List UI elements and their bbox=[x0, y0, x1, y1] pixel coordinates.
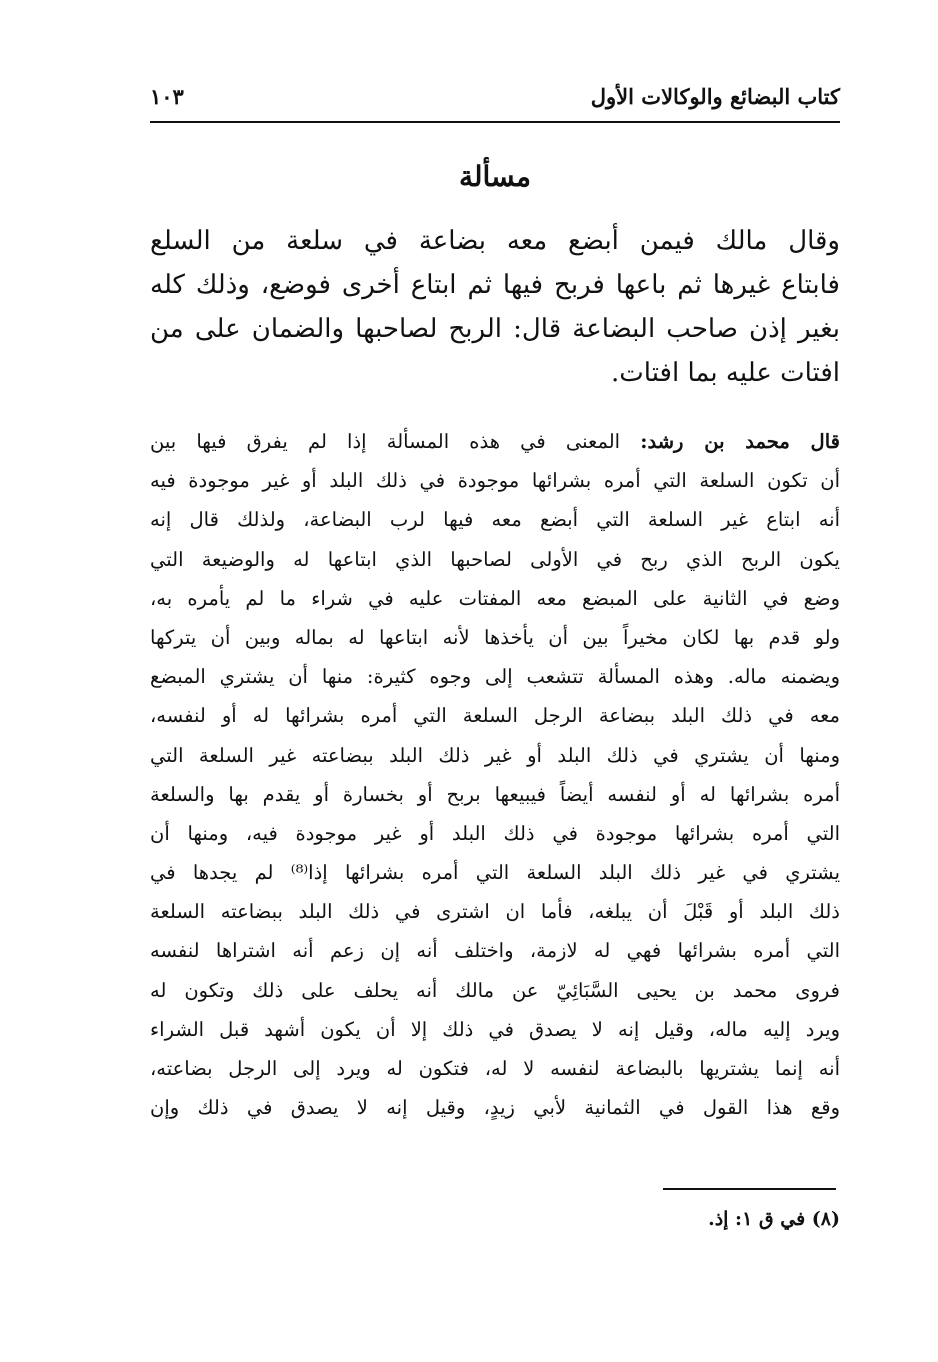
text-line bbox=[150, 422, 840, 461]
text-line: أن تكون السلعة التي أمره بشرائها موجودة في ذلك البلد أو غير موجودة فيه bbox=[150, 469, 840, 493]
footnote-rule bbox=[663, 1188, 836, 1190]
text-line: بغير إذن صاحب البضاعة قال: الربح لصاحبها والضمان على من bbox=[150, 314, 840, 344]
text-line: وقع هذا القول في الثمانية لأبي زيدٍ، وقيل إنه لا يصدق في ذلك وإن bbox=[150, 1096, 840, 1120]
text-line: وقال مالك فيمن أبضع معه بضاعة في سلعة من السلع bbox=[150, 226, 840, 256]
commentary-lead: قال محمد بن رشد: bbox=[640, 430, 840, 453]
text-line: فروى محمد بن يحيى السَّبَائِيّ عن مالك أنه يحلف على ذلك وتكون له bbox=[150, 978, 840, 1002]
paragraph-commentary bbox=[150, 422, 840, 1127]
text-line: يشتري في غير ذلك البلد السلعة التي أمره بشرائها إذا⁽⁸⁾ لم يجدها في bbox=[150, 861, 840, 885]
text-line: أمره بشرائها له أو لنفسه أيضاً فيبيعها بربح أو بخسارة أو يقدم بها والسلعة bbox=[150, 782, 840, 806]
text-line: التي أمره بشرائها فهي له لازمة، واختلف أنه إن زعم أنه اشتراها لنفسه bbox=[150, 939, 840, 963]
section-title: مسألة bbox=[458, 160, 532, 193]
paragraph-masala bbox=[150, 219, 840, 395]
text-line: يكون الربح الذي ربح في الأولى لصاحبها الذي ابتاعها له والوضيعة التي bbox=[150, 547, 840, 571]
page-number: ١٠٣ bbox=[150, 84, 184, 109]
text-line: ولو قدم بها لكان مخيراً بين أن يأخذها لأنه ابتاعها له بماله وبين أن يتركها bbox=[150, 625, 840, 649]
text-line: افتات عليه بما افتات. bbox=[611, 358, 840, 388]
text-line: ومنها أن يشتري في ذلك البلد أو غير ذلك البلد ببضاعته غير السلعة التي bbox=[150, 743, 840, 767]
text-line: ذلك البلد أو قَبْلَ أن يبلغه، فأما ان اشترى في ذلك البلد ببضاعته السلعة bbox=[150, 900, 840, 924]
text-line: ويرد إليه ماله، وقيل إنه لا يصدق في ذلك إلا أن يكون أشهد قبل الشراء bbox=[150, 1017, 840, 1041]
text-line: أنه إنما يشتريها بالبضاعة لنفسه لا له، فتكون له ويرد إلى الرجل بضاعته، bbox=[150, 1057, 840, 1080]
commentary-first-line: المعنى في هذه المسألة إذا لم يفرق فيها بين bbox=[150, 430, 641, 453]
header-rule bbox=[150, 121, 840, 123]
footnote: (٨) في ق ١: إذ. bbox=[708, 1208, 840, 1230]
text-line: التي أمره بشرائها موجودة في ذلك البلد أو غير موجودة فيه، ومنها أن bbox=[150, 821, 840, 845]
text-line: معه في ذلك البلد ببضاعة الرجل السلعة التي أمره بشرائها له أو لنفسه، bbox=[150, 704, 840, 728]
text-line: وضع في الثانية على المبضع معه المفتات عليه في شراء ما لم يأمره به، bbox=[150, 586, 840, 610]
text-line: فابتاع غيرها ثم باعها فربح فيها ثم ابتاع أخرى فوضع، وذلك كله bbox=[150, 270, 840, 300]
running-header-title: كتاب البضائع والوكالات الأول bbox=[590, 84, 840, 109]
running-header bbox=[150, 84, 840, 120]
text-line: ويضمنه ماله. وهذه المسألة تتشعب إلى وجوه كثيرة: منها أن يشتري المبضع bbox=[150, 665, 840, 689]
text-line: أنه ابتاع غير السلعة التي أبضع معه فيها لرب البضاعة، ولذلك قال إنه bbox=[150, 508, 840, 532]
